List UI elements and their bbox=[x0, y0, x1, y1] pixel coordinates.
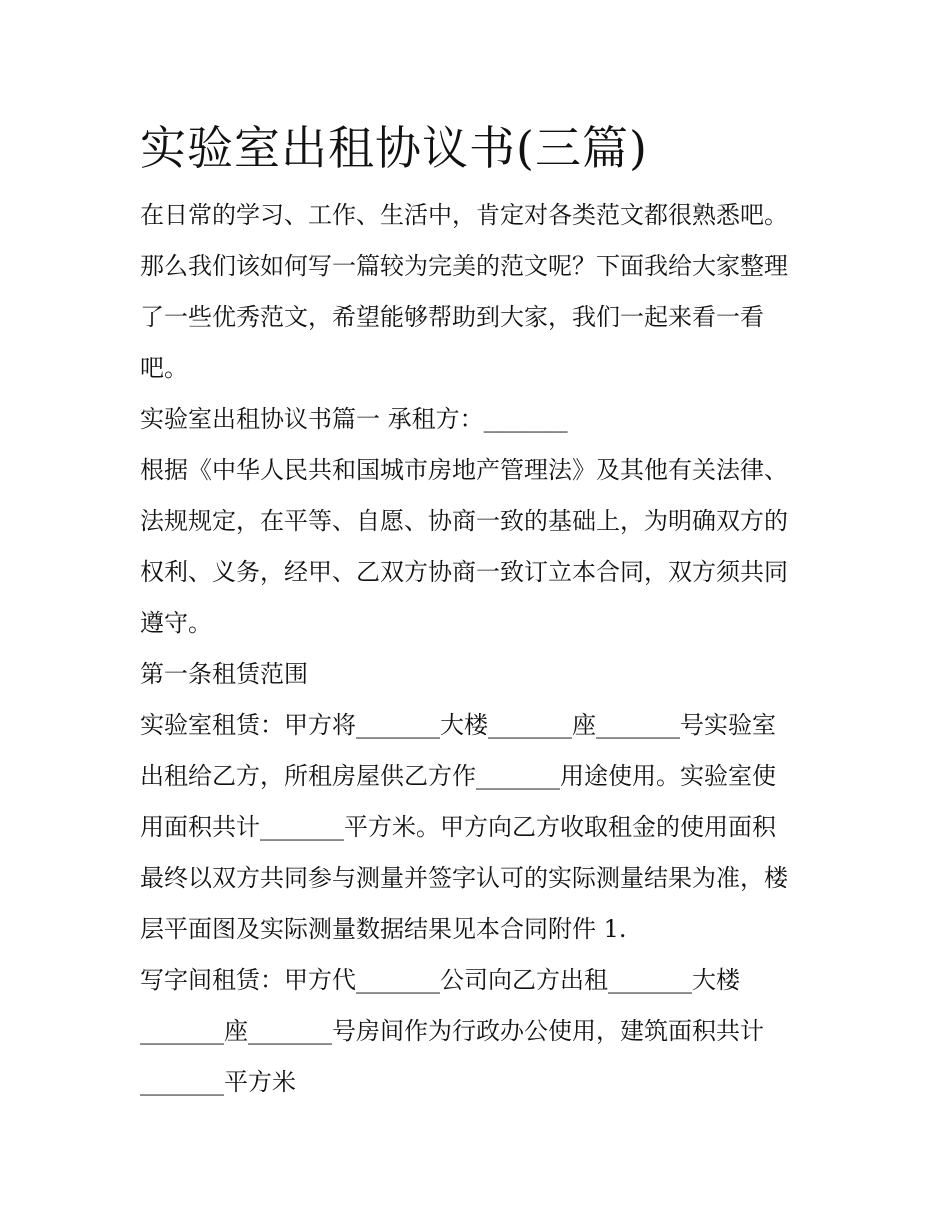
text-line: 法规规定，在平等、自愿、协商一致的基础上，为明确双方的 bbox=[140, 507, 788, 535]
document-title: 实验室出租协议书(三篇) bbox=[140, 121, 648, 175]
text-line: _______座_______号房间作为行政办公使用，建筑面积共计 bbox=[140, 1017, 764, 1045]
text-line: 最终以双方共同参与测量并签字认可的实际测量结果为准，楼 bbox=[140, 864, 788, 892]
text-line: 遵守。 bbox=[140, 609, 212, 637]
section-heading: 第一条租赁范围 bbox=[140, 660, 308, 688]
text-line: 那么我们该如何写一篇较为完美的范文呢？下面我给大家整理 bbox=[140, 252, 788, 280]
document-body bbox=[140, 112, 820, 1108]
text-line: 权利、义务，经甲、乙双方协商一致订立本合同，双方须共同 bbox=[140, 558, 788, 586]
text-line: 写字间租赁：甲方代_______公司向乙方出租_______大楼 bbox=[140, 966, 740, 994]
text-line: 根据《中华人民共和国城市房地产管理法》及其他有关法律、 bbox=[140, 456, 788, 484]
text-line: _______平方米 bbox=[140, 1068, 296, 1096]
text-line: 实验室出租协议书篇一 承租方：_______ bbox=[140, 405, 568, 433]
text-line: 实验室租赁：甲方将_______大楼_______座_______号实验室 bbox=[140, 711, 776, 739]
text-line: 出租给乙方，所租房屋供乙方作_______用途使用。实验室使 bbox=[140, 762, 776, 790]
text-line: 了一些优秀范文，希望能够帮助到大家，我们一起来看一看 bbox=[140, 303, 764, 331]
text-line: 吧。 bbox=[140, 354, 188, 382]
text-line: 用面积共计_______平方米。甲方向乙方收取租金的使用面积 bbox=[140, 813, 776, 841]
text-line: 层平面图及实际测量数据结果见本合同附件 1. bbox=[140, 915, 627, 943]
text-line: 在日常的学习、工作、生活中，肯定对各类范文都很熟悉吧。 bbox=[140, 201, 788, 229]
